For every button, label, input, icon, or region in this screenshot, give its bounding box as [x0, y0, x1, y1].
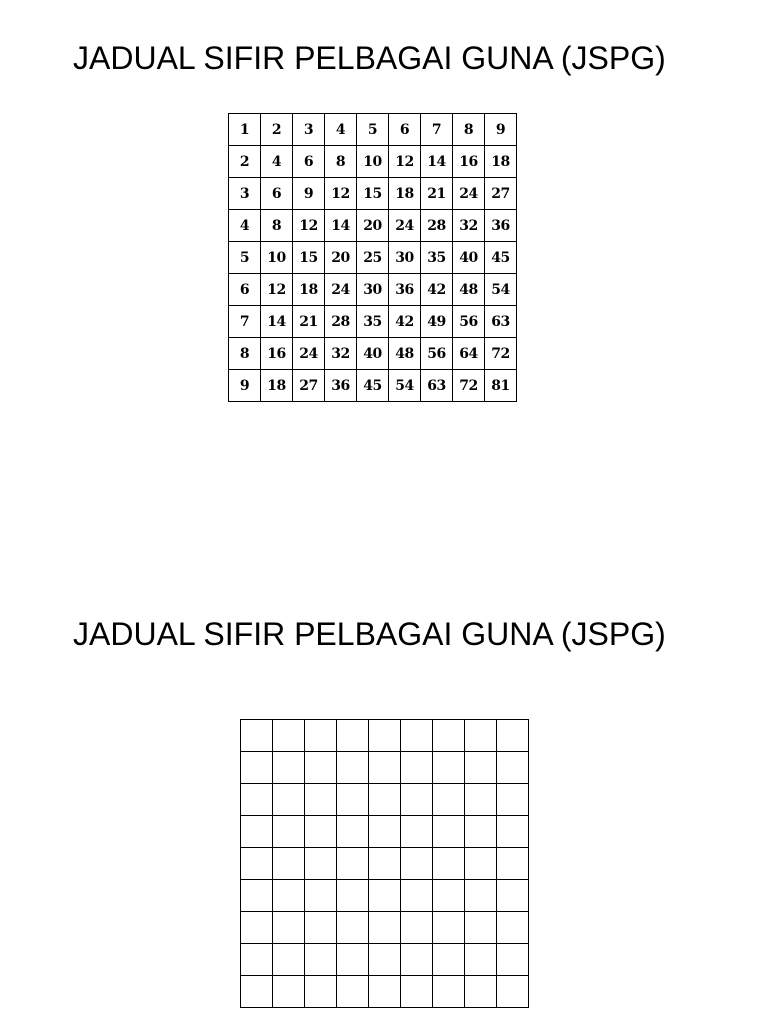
blank-table-cell	[369, 720, 401, 752]
table-cell: 20	[357, 210, 389, 242]
blank-table-cell	[401, 816, 433, 848]
blank-table-cell	[241, 880, 273, 912]
table-cell: 24	[293, 338, 325, 370]
page-title-top: JADUAL SIFIR PELBAGAI GUNA (JSPG)	[73, 40, 666, 76]
table-cell: 5	[229, 242, 261, 274]
table-cell: 8	[325, 146, 357, 178]
blank-table-cell	[369, 880, 401, 912]
blank-table-cell	[465, 976, 497, 1008]
table-cell: 27	[485, 178, 517, 210]
blank-table-cell	[337, 976, 369, 1008]
blank-table-cell	[465, 784, 497, 816]
table-cell: 9	[485, 114, 517, 146]
blank-table-cell	[369, 848, 401, 880]
table-cell: 16	[453, 146, 485, 178]
blank-table-cell	[273, 784, 305, 816]
blank-table-cell	[401, 784, 433, 816]
table-row	[229, 242, 517, 274]
table-cell: 25	[357, 242, 389, 274]
table-cell: 63	[485, 306, 517, 338]
table-cell: 12	[293, 210, 325, 242]
table-cell: 12	[325, 178, 357, 210]
blank-table-cell	[465, 816, 497, 848]
blank-table-cell	[401, 752, 433, 784]
blank-table-cell	[497, 816, 529, 848]
blank-table-cell	[241, 752, 273, 784]
table-row	[229, 338, 517, 370]
blank-table-cell	[241, 976, 273, 1008]
blank-table-cell	[241, 784, 273, 816]
blank-table-cell	[433, 976, 465, 1008]
blank-table-cell	[241, 848, 273, 880]
table-cell: 18	[485, 146, 517, 178]
table-cell: 9	[293, 178, 325, 210]
blank-table-cell	[273, 720, 305, 752]
blank-table-row	[241, 880, 529, 912]
blank-table-cell	[433, 848, 465, 880]
table-cell: 12	[389, 146, 421, 178]
blank-table-cell	[305, 880, 337, 912]
table-cell: 20	[325, 242, 357, 274]
table-cell: 36	[325, 370, 357, 402]
table-cell: 18	[389, 178, 421, 210]
table-cell: 6	[261, 178, 293, 210]
table-row	[229, 306, 517, 338]
blank-table-cell	[465, 848, 497, 880]
blank-table-cell	[465, 944, 497, 976]
blank-table-cell	[273, 816, 305, 848]
table-cell: 48	[453, 274, 485, 306]
table-cell: 45	[485, 242, 517, 274]
blank-table-cell	[401, 912, 433, 944]
table-row	[229, 274, 517, 306]
blank-table-cell	[305, 720, 337, 752]
table-cell: 3	[293, 114, 325, 146]
table-row	[229, 114, 517, 146]
table-row	[229, 146, 517, 178]
blank-table-cell	[273, 848, 305, 880]
table-cell: 45	[357, 370, 389, 402]
blank-table-cell	[305, 816, 337, 848]
table-cell: 72	[453, 370, 485, 402]
blank-table-cell	[401, 944, 433, 976]
table-cell: 10	[357, 146, 389, 178]
blank-table-row	[241, 848, 529, 880]
blank-table-cell	[465, 912, 497, 944]
blank-table-cell	[305, 784, 337, 816]
blank-table-cell	[433, 912, 465, 944]
blank-table-cell	[337, 912, 369, 944]
multiplication-table-blank	[240, 719, 529, 1008]
table-cell: 12	[261, 274, 293, 306]
blank-table-cell	[337, 816, 369, 848]
table-cell: 16	[261, 338, 293, 370]
table-cell: 48	[389, 338, 421, 370]
table-cell: 35	[421, 242, 453, 274]
blank-table-cell	[369, 816, 401, 848]
table-cell: 7	[229, 306, 261, 338]
page-title-bottom: JADUAL SIFIR PELBAGAI GUNA (JSPG)	[73, 616, 666, 652]
table-cell: 28	[325, 306, 357, 338]
table-cell: 42	[421, 274, 453, 306]
blank-table-cell	[465, 880, 497, 912]
blank-table-cell	[305, 752, 337, 784]
table-row	[229, 210, 517, 242]
table-cell: 63	[421, 370, 453, 402]
table-cell: 24	[325, 274, 357, 306]
table-cell: 32	[325, 338, 357, 370]
blank-table-cell	[273, 912, 305, 944]
blank-table-cell	[273, 976, 305, 1008]
blank-table-cell	[305, 976, 337, 1008]
table-cell: 4	[325, 114, 357, 146]
table-cell: 54	[485, 274, 517, 306]
table-cell: 6	[229, 274, 261, 306]
table-cell: 56	[453, 306, 485, 338]
blank-table-cell	[241, 816, 273, 848]
blank-table-cell	[433, 720, 465, 752]
table-cell: 14	[421, 146, 453, 178]
blank-table-cell	[497, 848, 529, 880]
blank-table-row	[241, 784, 529, 816]
table-cell: 4	[261, 146, 293, 178]
table-cell: 6	[389, 114, 421, 146]
table-cell: 8	[229, 338, 261, 370]
blank-table-cell	[433, 784, 465, 816]
blank-table-cell	[497, 944, 529, 976]
table-cell: 15	[293, 242, 325, 274]
blank-table-cell	[337, 752, 369, 784]
table-cell: 8	[261, 210, 293, 242]
table-cell: 36	[389, 274, 421, 306]
table-cell: 64	[453, 338, 485, 370]
table-cell: 40	[357, 338, 389, 370]
blank-table-cell	[273, 880, 305, 912]
blank-table-cell	[433, 944, 465, 976]
table-cell: 10	[261, 242, 293, 274]
table-cell: 24	[453, 178, 485, 210]
table-cell: 21	[293, 306, 325, 338]
blank-table-cell	[433, 880, 465, 912]
table-cell: 21	[421, 178, 453, 210]
blank-table-row	[241, 752, 529, 784]
blank-table-cell	[497, 784, 529, 816]
table-cell: 15	[357, 178, 389, 210]
table-cell: 72	[485, 338, 517, 370]
table-cell: 2	[261, 114, 293, 146]
table-cell: 7	[421, 114, 453, 146]
blank-table-cell	[273, 944, 305, 976]
multiplication-table-filled	[228, 113, 517, 402]
blank-table-row	[241, 720, 529, 752]
blank-table-row	[241, 912, 529, 944]
blank-table-cell	[401, 880, 433, 912]
blank-table-body	[241, 720, 529, 1008]
table-cell: 9	[229, 370, 261, 402]
blank-table-cell	[369, 752, 401, 784]
table-cell: 24	[389, 210, 421, 242]
blank-table-cell	[273, 752, 305, 784]
blank-table-cell	[337, 784, 369, 816]
blank-table-cell	[497, 720, 529, 752]
blank-table-cell	[497, 880, 529, 912]
table-cell: 18	[293, 274, 325, 306]
table-cell: 42	[389, 306, 421, 338]
blank-table-cell	[497, 912, 529, 944]
table-cell: 27	[293, 370, 325, 402]
table-cell: 54	[389, 370, 421, 402]
blank-table-cell	[401, 720, 433, 752]
blank-table-cell	[305, 912, 337, 944]
table-cell: 28	[421, 210, 453, 242]
blank-table-cell	[465, 720, 497, 752]
table-cell: 6	[293, 146, 325, 178]
table-cell: 8	[453, 114, 485, 146]
table-cell: 1	[229, 114, 261, 146]
blank-table-cell	[369, 944, 401, 976]
table-cell: 18	[261, 370, 293, 402]
table-cell: 32	[453, 210, 485, 242]
blank-table-row	[241, 816, 529, 848]
blank-table-row	[241, 944, 529, 976]
blank-table-cell	[465, 752, 497, 784]
table-row	[229, 370, 517, 402]
table-cell: 40	[453, 242, 485, 274]
blank-table-cell	[433, 752, 465, 784]
table-cell: 30	[357, 274, 389, 306]
table-cell: 30	[389, 242, 421, 274]
blank-table-cell	[337, 720, 369, 752]
blank-table-cell	[497, 976, 529, 1008]
table-cell: 56	[421, 338, 453, 370]
table-cell: 36	[485, 210, 517, 242]
blank-table-cell	[337, 880, 369, 912]
table-cell: 2	[229, 146, 261, 178]
blank-table-cell	[401, 848, 433, 880]
blank-table-cell	[241, 912, 273, 944]
blank-table-row	[241, 976, 529, 1008]
blank-table-cell	[433, 816, 465, 848]
multiplication-table-body	[229, 114, 517, 402]
table-cell: 14	[325, 210, 357, 242]
blank-table-cell	[337, 944, 369, 976]
blank-table-cell	[241, 944, 273, 976]
blank-table-cell	[369, 976, 401, 1008]
blank-table-cell	[401, 976, 433, 1008]
table-cell: 35	[357, 306, 389, 338]
blank-table-cell	[497, 752, 529, 784]
blank-table-cell	[241, 720, 273, 752]
table-cell: 49	[421, 306, 453, 338]
table-row	[229, 178, 517, 210]
blank-table-cell	[305, 848, 337, 880]
table-cell: 14	[261, 306, 293, 338]
blank-table-cell	[337, 848, 369, 880]
table-cell: 4	[229, 210, 261, 242]
table-cell: 3	[229, 178, 261, 210]
blank-table-cell	[369, 784, 401, 816]
blank-table-cell	[369, 912, 401, 944]
table-cell: 5	[357, 114, 389, 146]
blank-table-cell	[305, 944, 337, 976]
table-cell: 81	[485, 370, 517, 402]
